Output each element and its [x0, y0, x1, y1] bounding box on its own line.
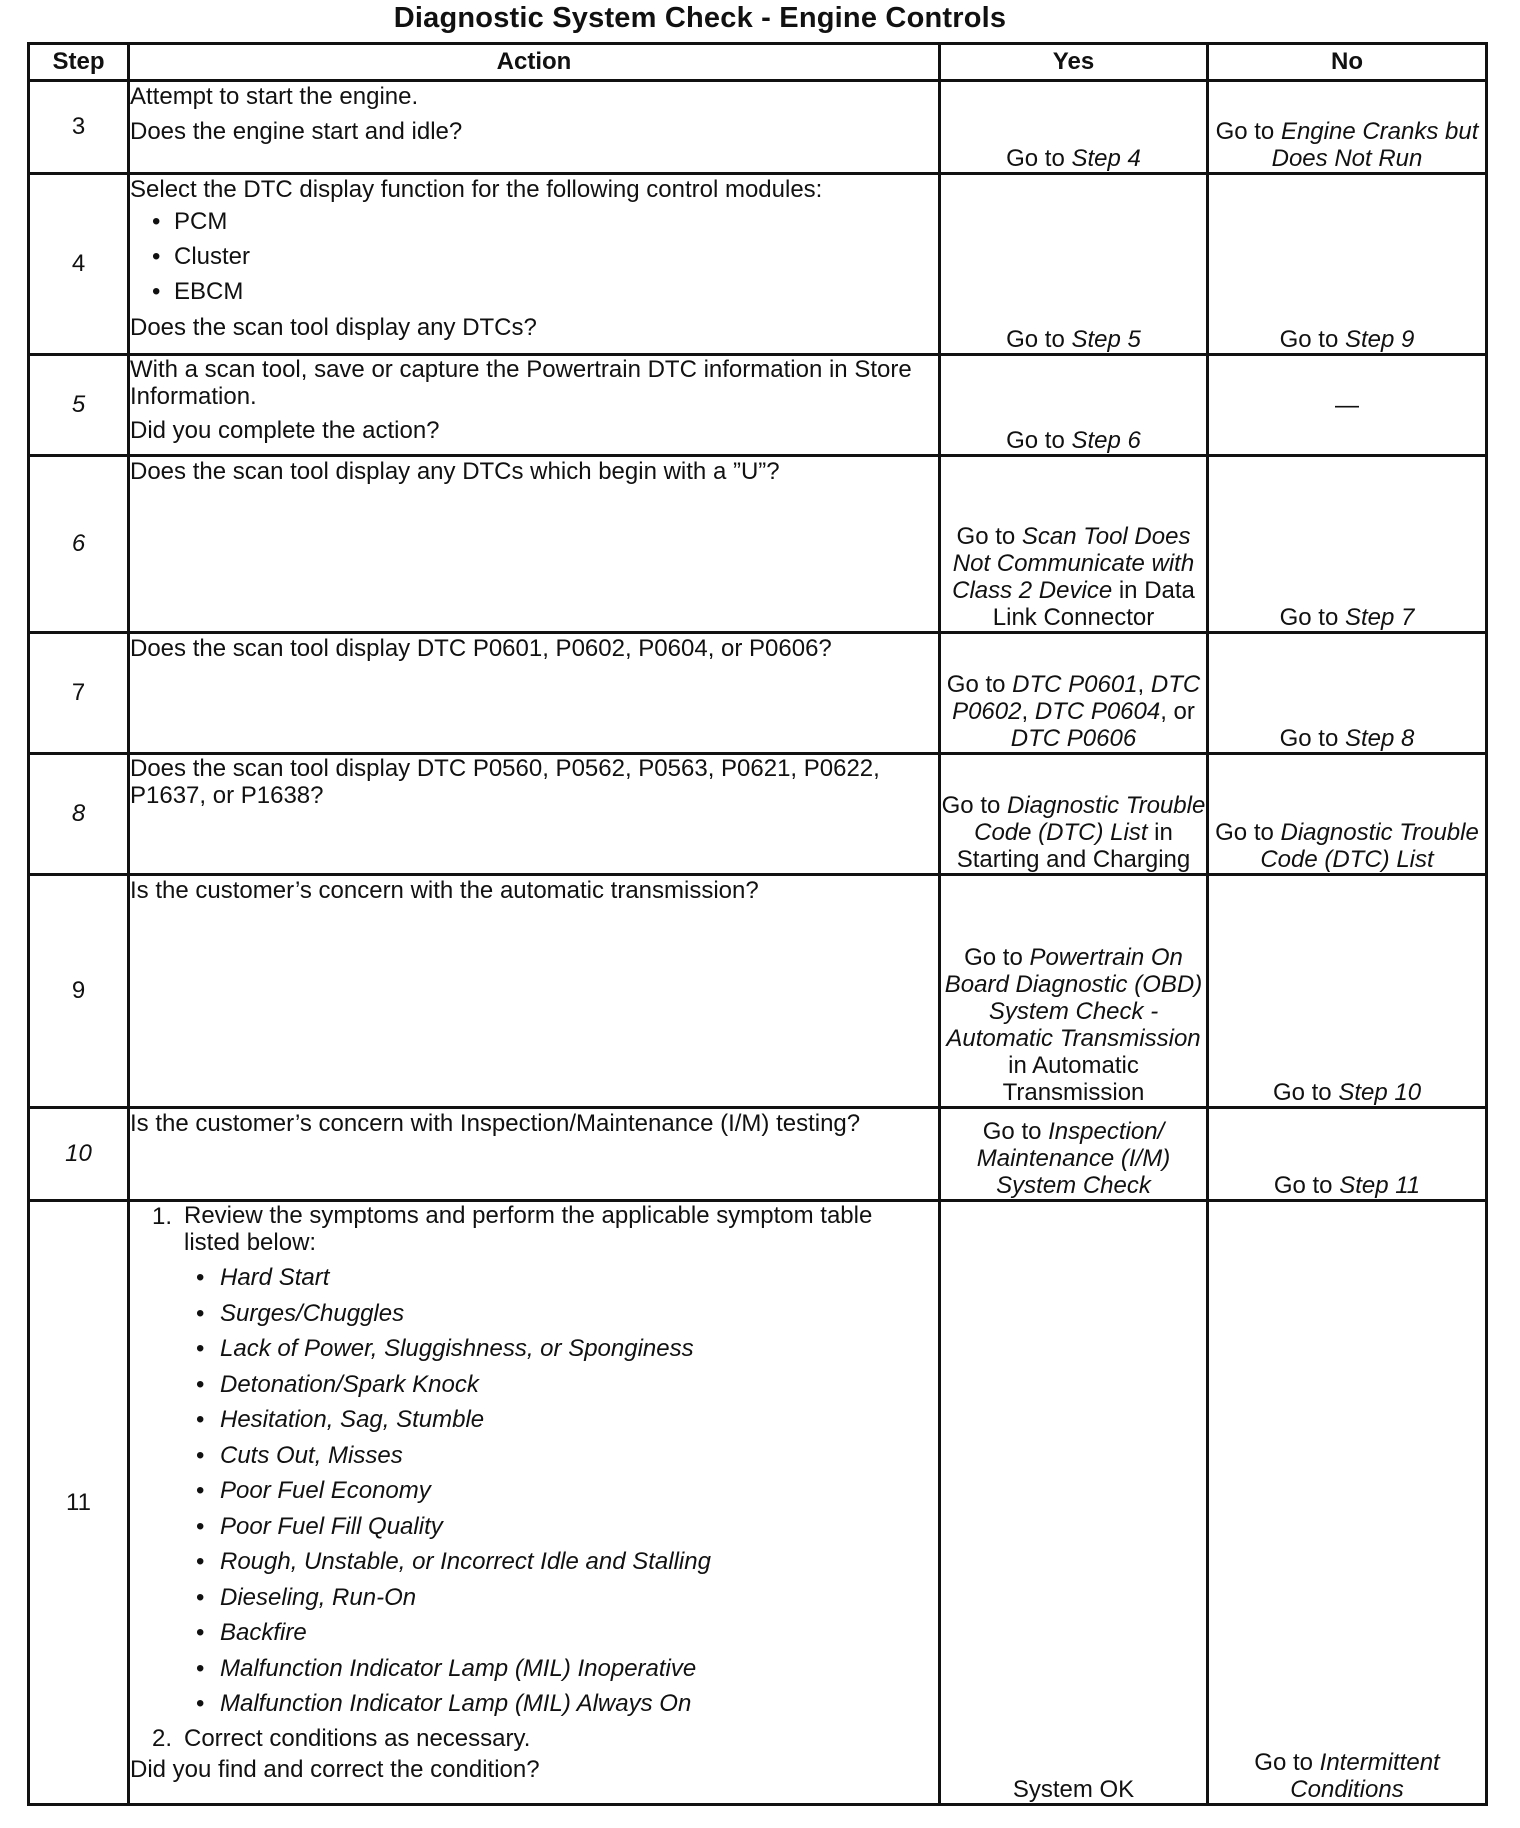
item-number: 2.: [152, 1724, 173, 1752]
yes-cell: [940, 1108, 1208, 1201]
no-link[interactable]: Step 7: [1344, 604, 1415, 631]
module-list: [130, 204, 938, 309]
action-cell: [129, 174, 940, 355]
yes-prefix: Go to: [982, 1118, 1049, 1145]
yes-cell: [940, 633, 1208, 754]
action-cell: [129, 875, 940, 1108]
table-row-step-9: [29, 875, 1487, 1108]
list-item: [152, 1202, 938, 1722]
symptom-link[interactable]: • Dieseling, Run-On: [196, 1580, 938, 1616]
yes-prefix: Go to: [1006, 326, 1072, 353]
symptom-link[interactable]: • Malfunction Indicator Lamp (MIL) Inoperative: [196, 1651, 938, 1687]
step-number: 10: [29, 1108, 129, 1201]
action-text: Select the DTC display function for the following control modules:: [130, 176, 823, 203]
separator: ,: [1137, 671, 1151, 698]
question-text: Does the scan tool display DTC P0601, P0602, P0604, or P0606?: [130, 635, 832, 662]
step-number: 11: [29, 1201, 129, 1805]
diagnostic-table: [27, 42, 1488, 1806]
table-row-step-5: [29, 355, 1487, 456]
instruction-list: [130, 1202, 938, 1753]
no-cell: —: [1208, 355, 1487, 456]
step-number: 6: [29, 456, 129, 633]
symptom-list: [196, 1260, 938, 1722]
yes-cell: [940, 81, 1208, 174]
table-row-step-4: [29, 174, 1487, 355]
question-text: Does the scan tool display any DTCs?: [130, 314, 537, 341]
yes-cell: [940, 875, 1208, 1108]
yes-suffix: in Data Link Connector: [992, 577, 1195, 631]
page-title: Diagnostic System Check - Engine Controls: [393, 2, 1007, 34]
yes-link[interactable]: Step 4: [1071, 145, 1141, 172]
item-number: 1.: [152, 1203, 173, 1230]
yes-link[interactable]: DTC P0601: [1012, 671, 1138, 698]
question-text: Is the customer’s concern with the automatic transmission?: [130, 877, 759, 904]
yes-link[interactable]: Step 6: [1071, 427, 1141, 454]
separator: , or: [1160, 698, 1195, 725]
no-link[interactable]: Intermittent Conditions: [1290, 1749, 1440, 1803]
symptom-link[interactable]: • Malfunction Indicator Lamp (MIL) Always On: [196, 1686, 938, 1722]
action-cell: [129, 355, 940, 456]
action-cell: [129, 754, 940, 875]
question-text: Did you complete the action?: [130, 417, 440, 444]
column-header-no: No: [1208, 44, 1487, 81]
table-row-step-6: [29, 456, 1487, 633]
symptom-link[interactable]: • Backfire: [196, 1615, 938, 1651]
symptom-link[interactable]: • Cuts Out, Misses: [196, 1438, 938, 1474]
no-cell: [1208, 174, 1487, 355]
action-cell: [129, 633, 940, 754]
yes-link[interactable]: Powertrain On Board Diagnostic (OBD) System Check - Automatic Transmission: [944, 944, 1203, 1052]
no-prefix: Go to: [1279, 725, 1345, 752]
no-cell: [1208, 456, 1487, 633]
no-prefix: Go to: [1215, 819, 1281, 846]
yes-link[interactable]: Scan Tool Does Not Communicate with Class 2 Device: [952, 523, 1195, 604]
no-link[interactable]: Engine Cranks but Does Not Run: [1271, 118, 1479, 172]
step-number: 9: [29, 875, 129, 1108]
no-link[interactable]: Diagnostic Trouble Code (DTC) List: [1260, 819, 1479, 873]
yes-prefix: Go to: [956, 523, 1022, 550]
column-header-yes: Yes: [940, 44, 1208, 81]
symptom-link[interactable]: • Hard Start: [196, 1260, 938, 1296]
yes-link[interactable]: Step 5: [1071, 326, 1141, 353]
no-cell: [1208, 754, 1487, 875]
yes-prefix: Go to: [1006, 145, 1072, 172]
column-header-action: Action: [129, 44, 940, 81]
yes-cell: [940, 355, 1208, 456]
question-text: Does the scan tool display any DTCs which begin with a ”U”?: [130, 458, 780, 485]
no-cell: [1208, 633, 1487, 754]
action-cell: [129, 81, 940, 174]
list-item: • Cluster: [152, 239, 938, 274]
no-link[interactable]: Step 9: [1344, 326, 1415, 353]
no-cell: [1208, 875, 1487, 1108]
symptom-link[interactable]: • Poor Fuel Economy: [196, 1473, 938, 1509]
question-text: Did you find and correct the condition?: [130, 1755, 540, 1783]
column-header-step: Step: [29, 44, 129, 81]
table-header-row: [29, 44, 1487, 81]
item-text: Correct conditions as necessary.: [184, 1724, 531, 1752]
no-prefix: Go to: [1279, 326, 1345, 353]
table-row-step-11: [29, 1201, 1487, 1805]
step-number: 4: [29, 174, 129, 355]
table-row-step-10: [29, 1108, 1487, 1201]
no-prefix: Go to: [1279, 604, 1345, 631]
no-link[interactable]: Step 11: [1339, 1172, 1421, 1199]
no-cell: [1208, 81, 1487, 174]
no-link[interactable]: Step 8: [1344, 725, 1415, 752]
no-cell: [1208, 1108, 1487, 1201]
yes-prefix: Go to: [964, 944, 1030, 971]
yes-cell: [940, 456, 1208, 633]
symptom-link[interactable]: • Detonation/Spark Knock: [196, 1367, 938, 1403]
action-cell: [129, 1201, 940, 1805]
table-row-step-8: [29, 754, 1487, 875]
symptom-link[interactable]: • Rough, Unstable, or Incorrect Idle and Stalling: [196, 1544, 938, 1580]
no-prefix: Go to: [1273, 1172, 1340, 1199]
action-text: Attempt to start the engine.: [130, 83, 419, 110]
no-cell: [1208, 1201, 1487, 1805]
step-number: 8: [29, 754, 129, 875]
list-item: [152, 1724, 938, 1753]
step-number: 5: [29, 355, 129, 456]
yes-prefix: Go to: [1006, 427, 1072, 454]
question-text: Is the customer’s concern with Inspection/Maintenance (I/M) testing?: [130, 1110, 861, 1137]
step-number: 7: [29, 633, 129, 754]
symptom-link[interactable]: • Poor Fuel Fill Quality: [196, 1509, 938, 1545]
action-text: With a scan tool, save or capture the Powertrain DTC information in Store Information.: [130, 356, 912, 410]
yes-link[interactable]: DTC P0604: [1034, 698, 1161, 725]
yes-prefix: Go to: [941, 792, 1008, 819]
yes-cell: [940, 174, 1208, 355]
separator: ,: [1021, 698, 1035, 725]
yes-suffix: in Starting and Charging: [956, 819, 1191, 873]
yes-prefix: Go to: [946, 671, 1013, 698]
list-item: • EBCM: [152, 274, 938, 309]
no-prefix: Go to: [1272, 1079, 1339, 1106]
no-prefix: Go to: [1254, 1749, 1320, 1776]
question-text: Does the engine start and idle?: [130, 118, 463, 145]
no-prefix: Go to: [1215, 118, 1281, 145]
action-cell: [129, 456, 940, 633]
step-number: 3: [29, 81, 129, 174]
table-row-step-7: [29, 633, 1487, 754]
yes-cell: [940, 754, 1208, 875]
item-text: Review the symptoms and perform the applicable symptom table listed below:: [184, 1202, 873, 1256]
list-item: • PCM: [152, 204, 938, 239]
yes-suffix: in Automatic Transmission: [1002, 1052, 1145, 1106]
action-cell: [129, 1108, 940, 1201]
yes-cell: System OK: [940, 1201, 1208, 1805]
yes-link[interactable]: DTC P0606: [1010, 725, 1137, 752]
yes-link[interactable]: Diagnostic Trouble Code (DTC) List: [974, 792, 1206, 846]
symptom-link[interactable]: • Surges/Chuggles: [196, 1296, 938, 1332]
no-link[interactable]: Step 10: [1338, 1079, 1422, 1106]
symptom-link[interactable]: • Hesitation, Sag, Stumble: [196, 1402, 938, 1438]
symptom-link[interactable]: • Lack of Power, Sluggishness, or Sponginess: [196, 1331, 938, 1367]
question-text: Does the scan tool display DTC P0560, P0562, P0563, P0621, P0622, P1637, or P1638?: [130, 755, 880, 809]
yes-link[interactable]: DTC P0602: [952, 671, 1201, 725]
yes-link[interactable]: Inspection/ Maintenance (I/M) System Check: [976, 1118, 1171, 1199]
table-row-step-3: [29, 81, 1487, 174]
